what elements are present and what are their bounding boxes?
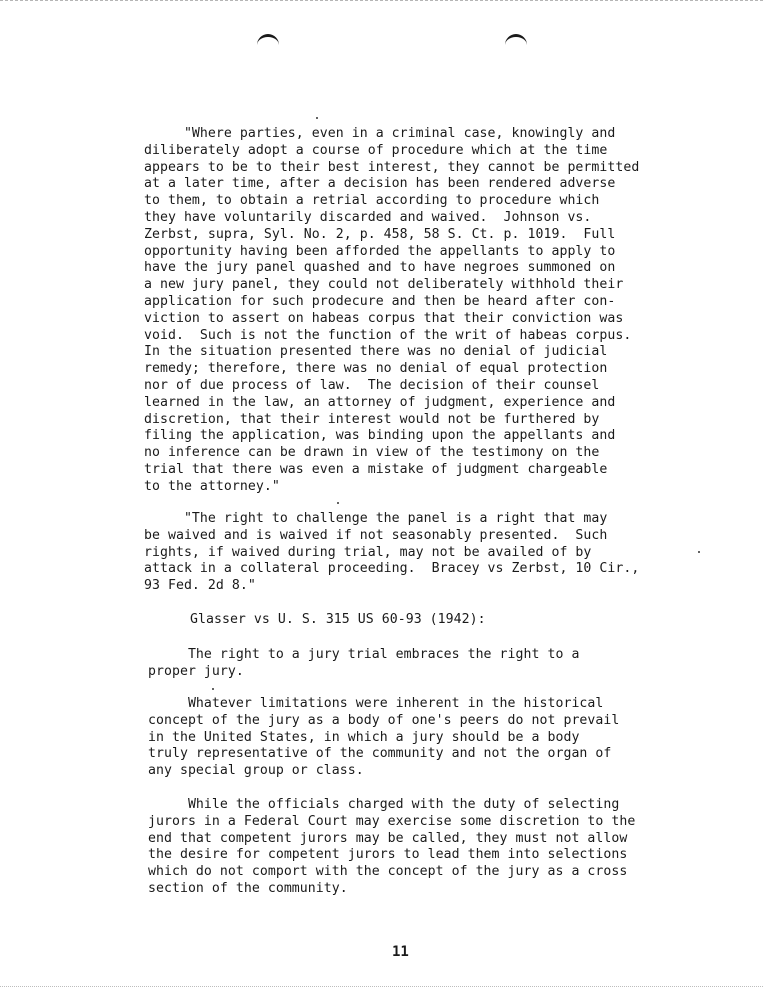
bottom-page-edge [0, 986, 763, 989]
quoted-paragraph-challenge-panel: "The right to challenge the panel is a right that may be waived and is waived if not seasonably presented. Such rights, if waived during trial, may not be availed of by attack in a collateral proceeding. Bracey vs Zerbst, 10 Cir., 93 Fed. 2d 8." [144, 511, 640, 594]
scan-speck [698, 551, 700, 553]
holding-jury-trial: The right to a jury trial embraces the right to a proper jury. [148, 647, 580, 679]
page-number: 11 [392, 944, 409, 960]
binder-hole-mark-left [257, 34, 279, 47]
binder-hole-mark-right [505, 34, 527, 47]
quoted-paragraph-habeas-corpus: "Where parties, even in a criminal case, knowingly and diliberately adopt a course of procedure which at the time appears to be to their best interest, they cannot be permitted at a later time, after a decision has been rendered adverse to them, to obtain a retrial according to procedure which they have voluntarily discarded and waived. Johnson vs. Zerbst, supra, Syl. No. 2, p. 458, 58 S. Ct. p. 1019. Full opportunity having been afforded the appellants to apply to have the jury panel quashed and to have negroes summoned on a new jury panel, they could not deliberately withhold their application for such prodecure and then be heard after con- viction to assert on habeas corpus that their conviction was void. Such is not the function of the writ of habeas corpus. In the situation presented there was no denial of judicial remedy; therefore, there was no denial of equal protection nor of due process of law. The decision of their counsel learned in the law, an attorney of judgment, experience and discretion, that their interest would not be furthered by filing the application, was binding upon the appellants and no inference can be drawn in view of the testimony on the trial that there was even a mistake of judgment chargeable to the attorney." [144, 126, 640, 494]
scan-speck [337, 502, 339, 504]
case-heading: Glasser vs U. S. 315 US 60-93 (1942): [190, 612, 486, 627]
holding-juror-selection: While the officials charged with the duty of selecting jurors in a Federal Court may exercise some discretion to the end that competent jurors may be called, they must not allow the desire for competent jurors to lead them into selections which do not comport with the concept of the jury as a cross section of the community. [148, 797, 636, 896]
top-page-edge [0, 0, 763, 3]
holding-representative-jury: Whatever limitations were inherent in the historical concept of the jury as a body of one's peers do not prevail in the United States, in which a jury should be a body truly representative of the community and not the organ of any special group or class. [148, 696, 620, 779]
scan-speck [316, 117, 318, 119]
scan-speck [212, 688, 214, 690]
